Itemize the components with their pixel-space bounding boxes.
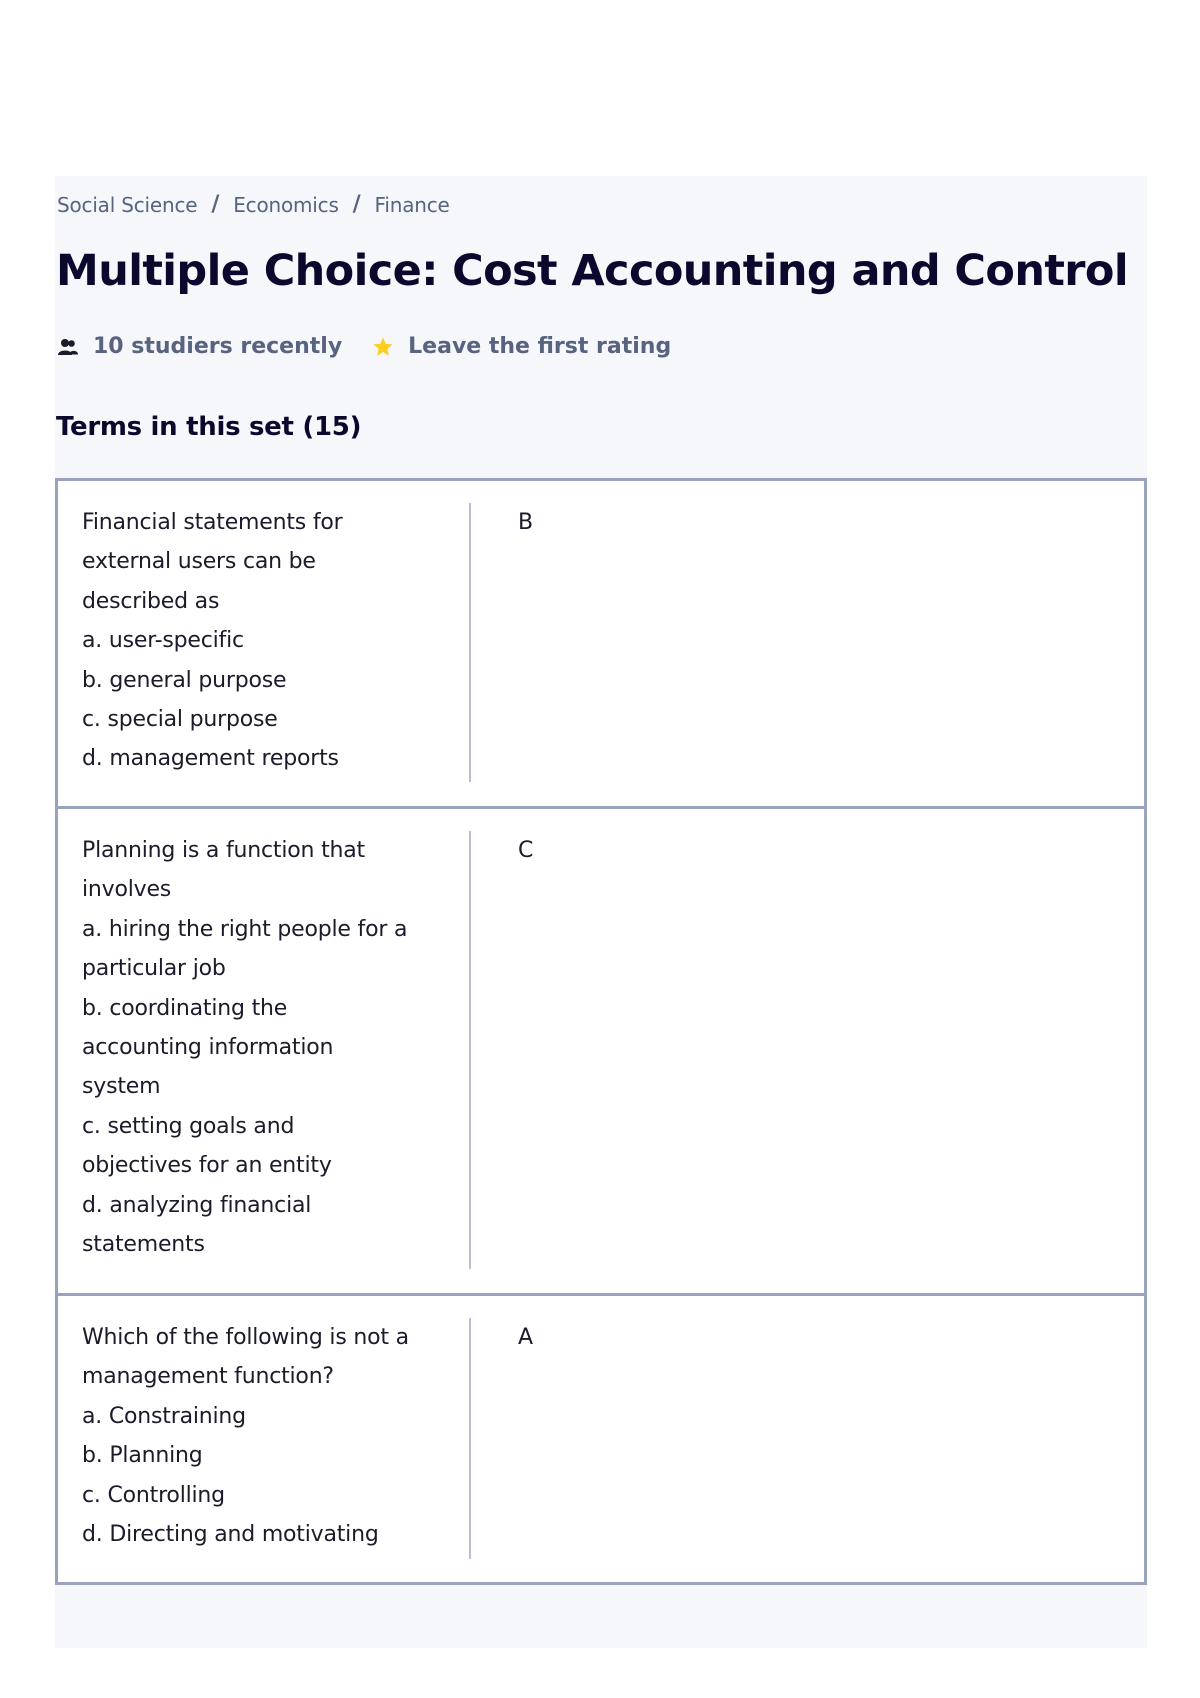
studiers-count: 10 studiers recently	[93, 334, 343, 359]
rating-info[interactable]	[372, 334, 671, 359]
term-answer: C	[518, 838, 534, 863]
term-divider	[469, 503, 471, 782]
term-divider	[469, 1318, 471, 1559]
terms-heading: Terms in this set (15)	[56, 412, 362, 442]
term-question: Which of the following is not a management function? a. Constraining b. Planning c. Controlling d. Directing and motivating	[82, 1325, 409, 1548]
term-question: Financial statements for external users can be described as a. user-specific b. general purpose c. special purpose d. management reports	[82, 510, 343, 772]
term-answer: A	[518, 1325, 534, 1350]
people-icon	[57, 337, 79, 357]
term-card	[55, 806, 1147, 1296]
set-meta	[57, 334, 671, 359]
studiers-info	[57, 334, 342, 359]
terms-list	[55, 478, 1147, 1585]
breadcrumb-finance[interactable]: Finance	[374, 192, 450, 217]
breadcrumb-separator: /	[211, 192, 220, 217]
term-card	[55, 1293, 1147, 1585]
breadcrumb-separator: /	[352, 192, 361, 217]
term-answer: B	[518, 510, 534, 535]
set-page	[55, 176, 1147, 1648]
term-card	[55, 478, 1147, 809]
star-icon	[372, 336, 394, 358]
term-question: Planning is a function that involves a. hiring the right people for a particular job b. coordinating the accounting information system c. setting goals and objectives for an entity d. analyzing financial statements	[82, 838, 408, 1258]
breadcrumb	[57, 192, 450, 217]
term-divider	[469, 831, 471, 1269]
rating-link[interactable]: Leave the first rating	[408, 334, 672, 359]
breadcrumb-economics[interactable]: Economics	[233, 192, 339, 217]
page-title: Multiple Choice: Cost Accounting and Control	[56, 246, 1128, 296]
breadcrumb-social-science[interactable]: Social Science	[57, 192, 198, 217]
